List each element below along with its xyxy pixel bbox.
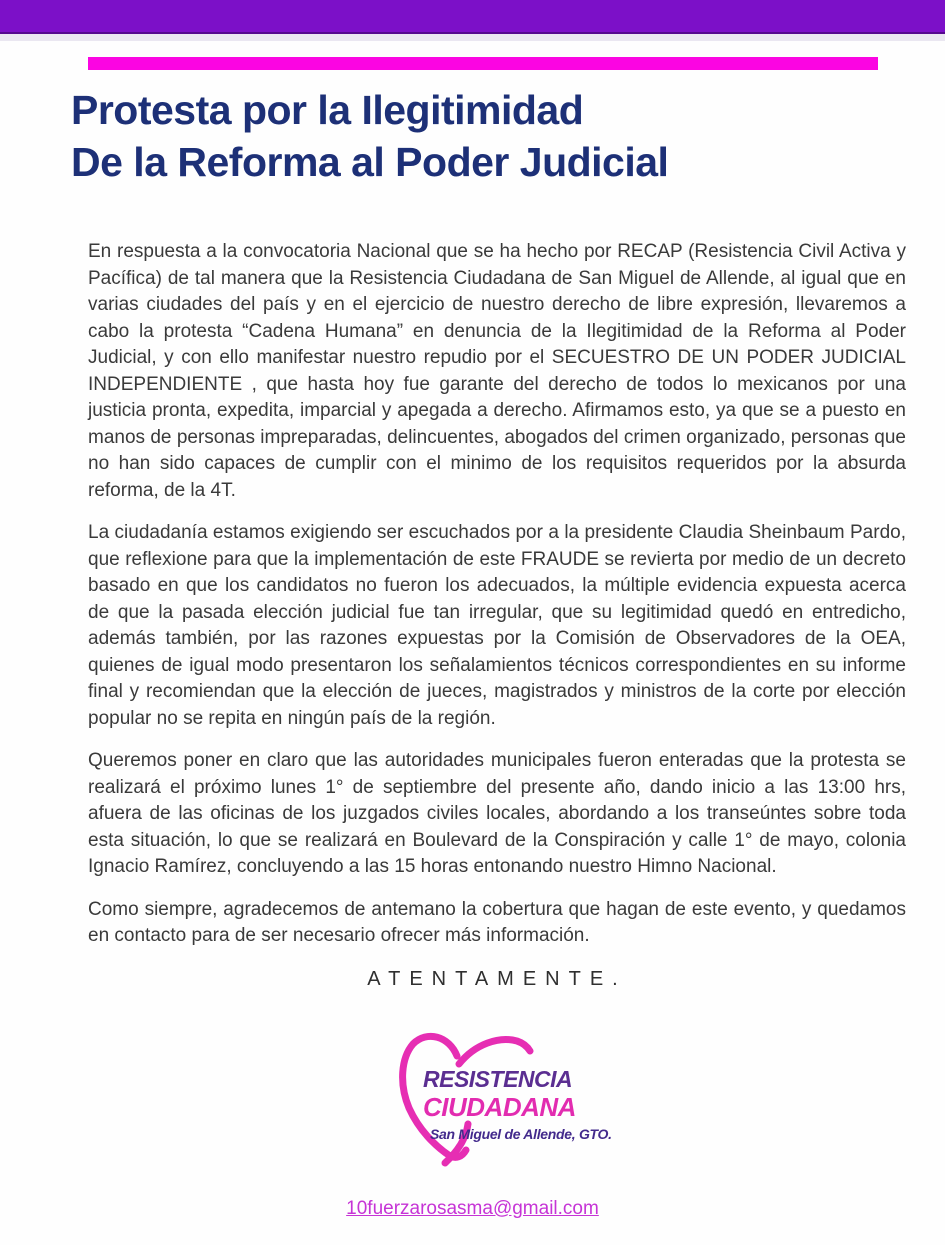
logo-line-san-miguel: San Miguel de Allende, GTO.	[430, 1126, 612, 1142]
magenta-divider-rule	[88, 57, 878, 70]
page-title	[71, 84, 901, 188]
top-purple-bar	[0, 0, 945, 34]
page-title-line2: De la Reforma al Poder Judicial	[71, 139, 669, 185]
top-bar-shadow	[0, 34, 945, 41]
closing-atentamente: ATENTAMENTE.	[367, 967, 627, 990]
logo-line-resistencia: RESISTENCIA	[423, 1066, 573, 1092]
paragraph-convocatoria: En respuesta a la convocatoria Nacional que se ha hecho por RECAP (Resistencia Civil Activa y Pacífica) de tal manera que la Resistencia Ciudadana de San Miguel de Allende, al igual que en varias ciudades del país y en el ejercicio de nuestro derecho de libre expresión, llevaremos a cabo la protesta “Cadena Humana” en denuncia de la Ilegitimidad de la Reforma al Poder Judicial, y con ello manifestar nuestro repudio por el SECUESTRO DE UN PODER JUDICIAL INDEPENDIENTE , que hasta hoy fue garante del derecho de todos lo mexicanos por una justicia pronta, expedita, imparcial y apegada a derecho. Afirmamos esto, ya que se a puesto en manos de personas impreparadas, delincuentes, abogados del crimen organizado, personas que no han sido capaces de cumplir con el minimo de los requisitos requeridos por la absurda reforma, de la 4T.	[88, 241, 906, 501]
footer	[0, 1198, 945, 1220]
paragraph-protesta-detalles: Queremos poner en claro que las autoridades municipales fueron enteradas que la protesta se realizará el próximo lunes 1° de septiembre del presente año, dando inicio a las 13:00 hrs, afuera de las oficinas de los juzgados civiles locales, abordando a los transeúntes sobre toda esta situación, lo que se realizará en Boulevard de la Conspiración y calle 1° de mayo, colonia Ignacio Ramírez, concluyendo a las 15 horas entonando nuestro Himno Nacional.	[88, 750, 906, 877]
email-link[interactable]: 10fuerzarosasma@gmail.com	[346, 1198, 599, 1219]
document-body	[88, 239, 906, 992]
logo-text	[423, 1066, 612, 1142]
page-title-line1: Protesta por la Ilegitimidad	[71, 87, 584, 133]
logo-line-ciudadana: CIUDADANA	[423, 1092, 576, 1122]
resistencia-ciudadana-logo	[399, 1032, 612, 1167]
paragraph-agradecimiento: Como siempre, agradecemos de antemano la cobertura que hagan de este evento, y quedamos en contacto para de ser necesario ofrecer más información.	[88, 898, 906, 946]
paragraph-ciudadania: La ciudadanía estamos exigiendo ser escuchados por a la presidente Claudia Sheinbaum Pardo, que reflexione para que la implementación de este FRAUDE se revierta por medio de un decreto basado en que los candidatos no fueron los adecuados, la múltiple evidencia expuesta acerca de que la pasada elección judicial fue tan irregular, que su legitimidad quedó en entredicho, además también, por las razones expuestas por la Comisión de Observadores de la OEA, quienes de igual modo presentaron los señalamientos técnicos correspondientes en su informe final y recomiendan que la elección de jueces, magistrados y ministros de la corte por elección popular no se repita en ningún país de la región.	[88, 522, 906, 729]
